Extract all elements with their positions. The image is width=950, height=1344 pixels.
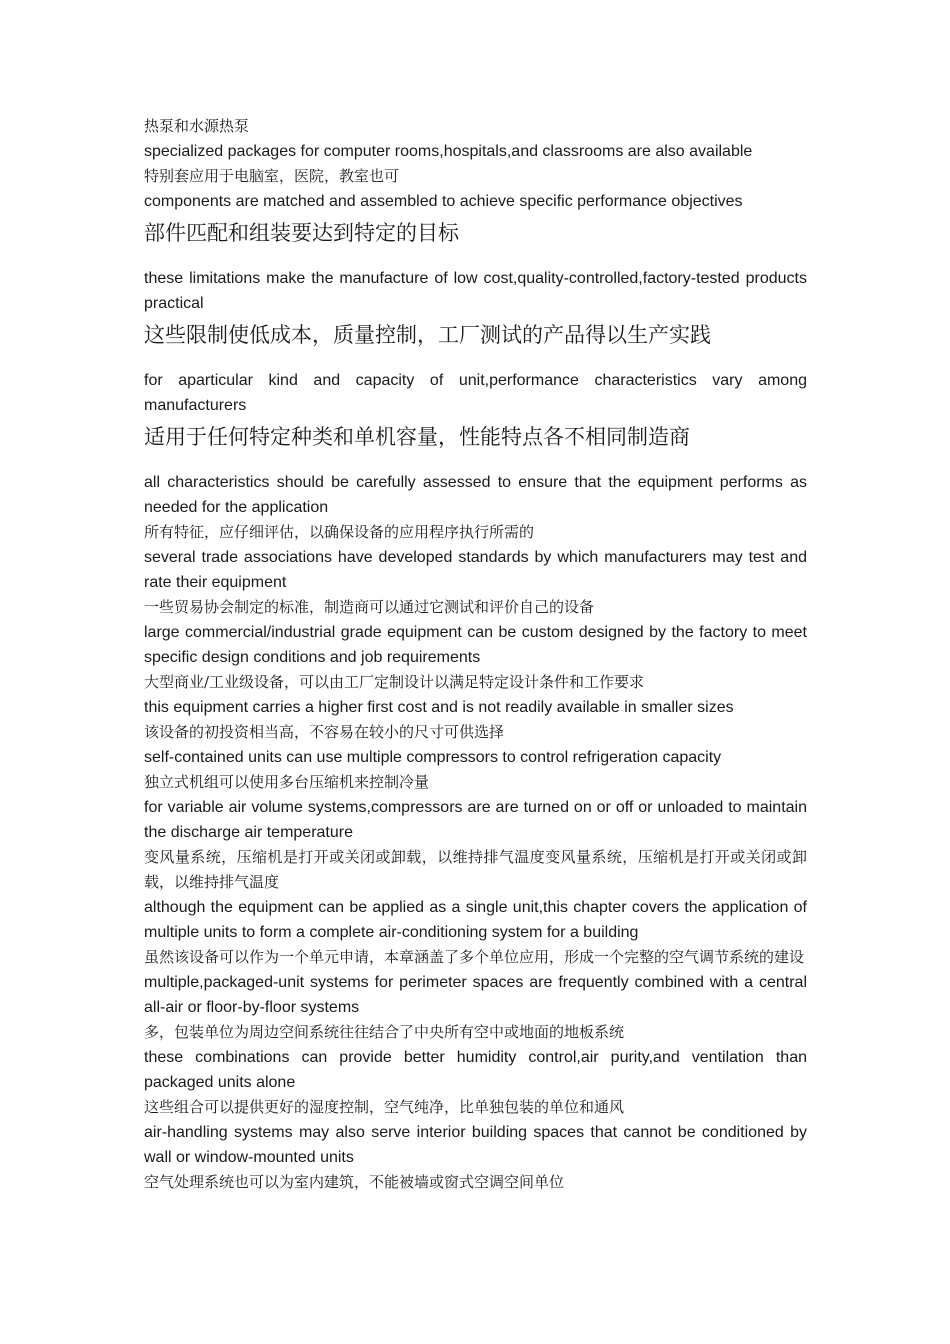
english-paragraph: for variable air volume systems,compressors are are turned on or off or unloaded to maintain the discharge air temperature — [144, 799, 807, 841]
chinese-heading-paragraph: 这些限制使低成本，质量控制，工厂测试的产品得以生产实践 — [144, 323, 711, 347]
english-paragraph: multiple,packaged-unit systems for perimeter spaces are frequently combined with a central all-air or floor-by-floor systems — [144, 974, 807, 1016]
english-paragraph: specialized packages for computer rooms,hospitals,and classrooms are also available — [144, 143, 753, 160]
english-paragraph: components are matched and assembled to achieve specific performance objectives — [144, 193, 743, 210]
document-body — [144, 114, 807, 1195]
english-paragraph: self-contained units can use multiple compressors to control refrigeration capacity — [144, 749, 722, 766]
chinese-paragraph: 该设备的初投资相当高，不容易在较小的尺寸可供选择 — [144, 723, 505, 741]
chinese-paragraph: 大型商业/工业级设备，可以由工厂定制设计以满足特定设计条件和工作要求 — [144, 673, 645, 691]
chinese-paragraph: 一些贸易协会制定的标准，制造商可以通过它测试和评价自己的设备 — [144, 598, 595, 616]
chinese-paragraph: 所有特征，应仔细评估，以确保设备的应用程序执行所需的 — [144, 523, 535, 541]
english-paragraph: although the equipment can be applied as a single unit,this chapter covers the application of multiple units to form a complete air-conditioning system for a building — [144, 899, 807, 941]
chinese-paragraph: 虽然该设备可以作为一个单元申请，本章涵盖了多个单位应用，形成一个完整的空气调节系统的建设 — [144, 948, 805, 966]
english-paragraph: all characteristics should be carefully assessed to ensure that the equipment performs as needed for the application — [144, 474, 807, 516]
english-paragraph: for aparticular kind and capacity of unit,performance characteristics vary among manufacturers — [144, 372, 807, 414]
english-paragraph: these combinations can provide better humidity control,air purity,and ventilation than packaged units alone — [144, 1049, 807, 1091]
chinese-heading-paragraph: 部件匹配和组装要达到特定的目标 — [144, 221, 459, 245]
english-paragraph: this equipment carries a higher first cost and is not readily available in smaller sizes — [144, 699, 734, 716]
chinese-paragraph: 多，包装单位为周边空间系统往往结合了中央所有空中或地面的地板系统 — [144, 1023, 625, 1041]
chinese-paragraph: 独立式机组可以使用多台压缩机来控制冷量 — [144, 773, 430, 791]
english-paragraph: these limitations make the manufacture of low cost,quality-controlled,factory-tested products practical — [144, 270, 807, 312]
chinese-paragraph: 热泵和水源热泵 — [144, 117, 250, 135]
chinese-paragraph: 特别套应用于电脑室，医院，教室也可 — [144, 167, 400, 185]
english-paragraph: air-handling systems may also serve interior building spaces that cannot be conditioned by wall or window-mounted units — [144, 1124, 807, 1166]
chinese-paragraph: 这些组合可以提供更好的湿度控制，空气纯净，比单独包装的单位和通风 — [144, 1098, 625, 1116]
english-paragraph: several trade associations have developed standards by which manufacturers may test and rate their equipment — [144, 549, 807, 591]
chinese-paragraph: 空气处理系统也可以为室内建筑，不能被墙或窗式空调空间单位 — [144, 1173, 565, 1191]
chinese-paragraph: 变风量系统，压缩机是打开或关闭或卸载，以维持排气温度变风量系统，压缩机是打开或关闭或卸载，以维持排气温度 — [144, 848, 807, 891]
chinese-heading-paragraph: 适用于任何特定种类和单机容量，性能特点各不相同制造商 — [144, 425, 690, 449]
english-paragraph: large commercial/industrial grade equipment can be custom designed by the factory to meet specific design conditions and job requirements — [144, 624, 807, 666]
